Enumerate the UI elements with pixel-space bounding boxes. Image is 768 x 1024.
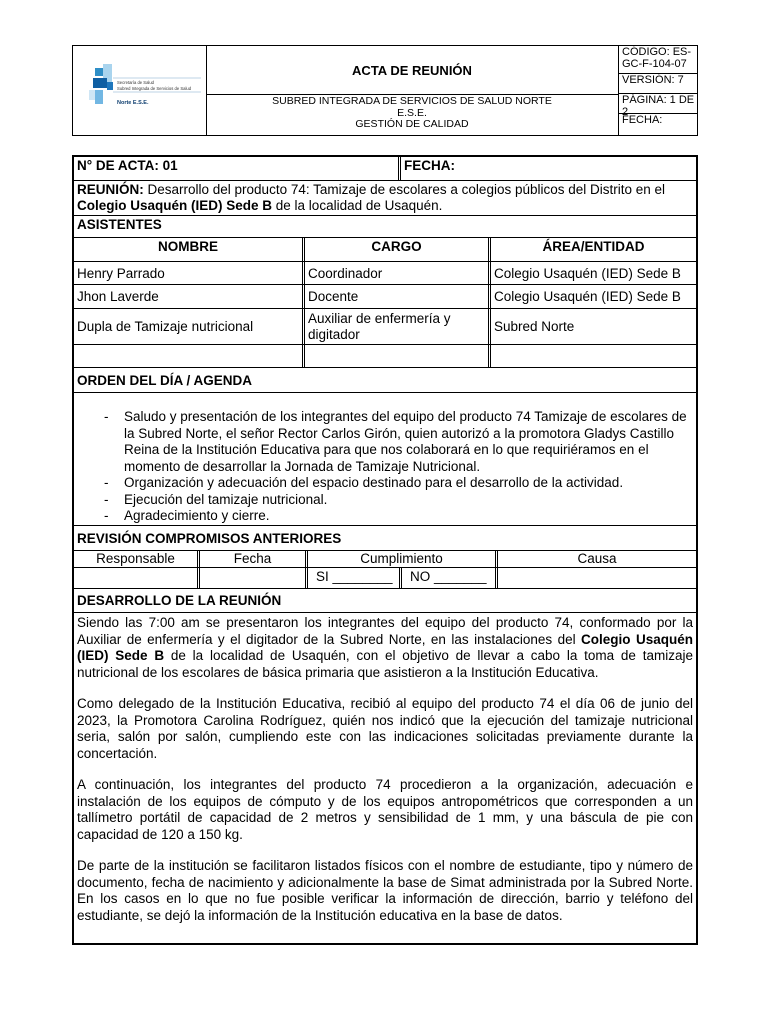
desarrollo-body: [74, 613, 696, 943]
paragraph: [77, 615, 693, 681]
agenda-label: ORDEN DEL DÍA / AGENDA: [77, 372, 253, 388]
paragraph: De parte de la institución se facilitaron listados físicos con el nombre de estudiante, tipo y número de documento, fecha de nacimiento y adicionalmente la base de Simat administrada por la Subred Norte. En los casos en lo que no fue posible verificar la información de dirección, barrio y teléfono del estudiante, se dejó la información de la Institución educativa en la base de datos.: [77, 858, 693, 923]
org-name-line-2: E.S.E.: [397, 106, 427, 119]
attendees-columns-row: [74, 238, 696, 262]
reunion-label: REUNIÓN:: [77, 182, 144, 197]
page-field: PÁGINA: 1 DE 2: [619, 94, 698, 114]
reunion-row: [74, 181, 696, 216]
paragraph: Como delegado de la Institución Educativa, recibió al equipo del producto 74 el día 06 de junio del 2023, la Promotora Carolina Rodríguez, quién nos indicó que la ejecución del tamizaje nutricional seria, salón por salón, cumpliendo este con las indicaciones solicitadas previamente durante la concertación.: [77, 696, 693, 761]
empty-cell: [74, 568, 200, 588]
code-field: CÓDIGO: ES-GC-F-104-07: [619, 46, 698, 74]
paragraph-text: Siendo las 7:00 am se presentaron los integrantes del equipo del producto 74, conformado por la Auxiliar de enfermería y el digitador de la Subred Norte, en las instalaciones del: [77, 615, 693, 647]
document-title: ACTA DE REUNIÓN: [206, 46, 618, 95]
agenda-body: [74, 393, 696, 526]
revision-entry-row: [74, 568, 696, 589]
org-name-line-1: SUBRED INTEGRADA DE SERVICIOS DE SALUD NORTE: [272, 95, 552, 107]
column-area: ÁREA/ENTIDAD: [542, 239, 645, 254]
table-row: [74, 309, 696, 345]
column-nombre: NOMBRE: [74, 238, 305, 261]
date-field: FECHA:: [622, 114, 663, 126]
list-item: - Saludo y presentación de los integrantes del equipo del producto 74 Tamizaje de escolares de la Subred Norte, el señor Rector Carlos Girón, quien autorizó a la promotora Gladys Castillo Reina de la Institución Educativa para que nos colaborará en lo que requiriéramos en el momento de desarrollar la Jornada de Tamizaje Nutricional.: [124, 409, 693, 475]
attendee-entity: Colegio Usaquén (IED) Sede B: [494, 289, 681, 304]
school-name: Colegio Usaquén (IED) Sede B: [77, 631, 694, 663]
column-responsable: Responsable: [74, 551, 200, 567]
list-item: - Agradecimiento y cierre.: [124, 508, 693, 525]
meeting-date-label: FECHA:: [404, 158, 455, 173]
list-item: - Organización y adecuación del espacio destinado para el desarrollo de la actividad.: [124, 475, 693, 492]
reunion-text-2: de la localidad de Usaquén.: [272, 198, 443, 213]
empty-cell: [200, 568, 308, 588]
attendee-name: Jhon Laverde: [74, 285, 305, 308]
agenda-list: [77, 409, 693, 525]
attendee-entity: Subred Norte: [494, 319, 575, 334]
logo-line-1: Secretaría de Salud: [117, 80, 155, 85]
meeting-minutes-form: [72, 155, 698, 945]
column-cumplimiento: Cumplimiento: [308, 551, 498, 567]
paragraph: A continuación, los integrantes del producto 74 procedieron a la organización, adecuación e instalación de los equipos de cómputo y de los equipos antropométricos que corresponden a un tallímetro portátil de capacidad de 2 metros y sensibilidad de 1 mm, y una báscula de pie con capacidad de 120 a 150 kg.: [77, 777, 693, 842]
quality-management-line: GESTIÓN DE CALIDAD: [355, 118, 469, 130]
empty-cell: [491, 345, 696, 367]
no-field: NO _______: [402, 568, 498, 588]
version-field: VERSIÓN: 7: [619, 74, 698, 94]
meeting-subject: [74, 181, 696, 215]
attendee-entity: Colegio Usaquén (IED) Sede B: [494, 265, 681, 281]
acta-number: N° DE ACTA: 01: [74, 157, 401, 180]
attendee-name: Henry Parrado: [74, 262, 305, 284]
column-cargo: CARGO: [305, 238, 491, 261]
empty-cell: [498, 568, 696, 588]
attendee-name: Dupla de Tamizaje nutricional: [74, 309, 305, 344]
organization-block: [206, 95, 618, 136]
attendee-role: Coordinador: [305, 262, 491, 284]
empty-attendee-row: [74, 345, 696, 368]
attendees-header-row: [74, 216, 696, 238]
revision-label: REVISIÓN COMPROMISOS ANTERIORES: [77, 530, 342, 546]
desarrollo-header-row: [74, 589, 696, 613]
attendee-role: Docente: [305, 285, 491, 308]
attendees-label: ASISTENTES: [77, 217, 162, 232]
document-control-block: [619, 46, 698, 135]
header-title-block: [206, 46, 619, 135]
agenda-header-row: [74, 368, 696, 393]
table-row: [74, 262, 696, 285]
desarrollo-text: [74, 613, 696, 943]
table-row: [74, 285, 696, 309]
empty-cell: [305, 345, 491, 367]
column-causa: Causa: [577, 551, 617, 566]
desarrollo-label: DESARROLLO DE LA REUNIÓN: [77, 593, 282, 608]
list-item: - Ejecución del tamizaje nutricional.: [124, 492, 693, 509]
attendee-role: Auxiliar de enfermería y digitador: [305, 309, 491, 344]
paragraph-text: de la localidad de Usaquén, con el objetivo de llevar a cabo la toma de tamizaje nutricional de los escolares de básica primaria que asistieron a la Institución Educativa.: [77, 648, 693, 680]
logo-line-2: Subred Integrada de Servicios de Salud: [117, 86, 192, 91]
reunion-text-1: Desarrollo del producto 74: Tamizaje de escolares a colegios públicos del Distrito en el: [143, 182, 666, 197]
revision-columns-row: [74, 551, 696, 568]
si-field: SI ________: [308, 568, 402, 588]
column-fecha: Fecha: [200, 551, 308, 567]
reunion-school: Colegio Usaquén (IED) Sede B: [77, 198, 273, 213]
agenda-list-wrapper: [74, 393, 696, 525]
subred-norte-logo: [73, 46, 207, 135]
empty-cell: [74, 345, 305, 367]
revision-header-row: [74, 526, 696, 551]
acta-row: [74, 157, 696, 181]
document-header: [72, 45, 698, 136]
logo-line-3: Norte E.S.E.: [117, 100, 149, 106]
